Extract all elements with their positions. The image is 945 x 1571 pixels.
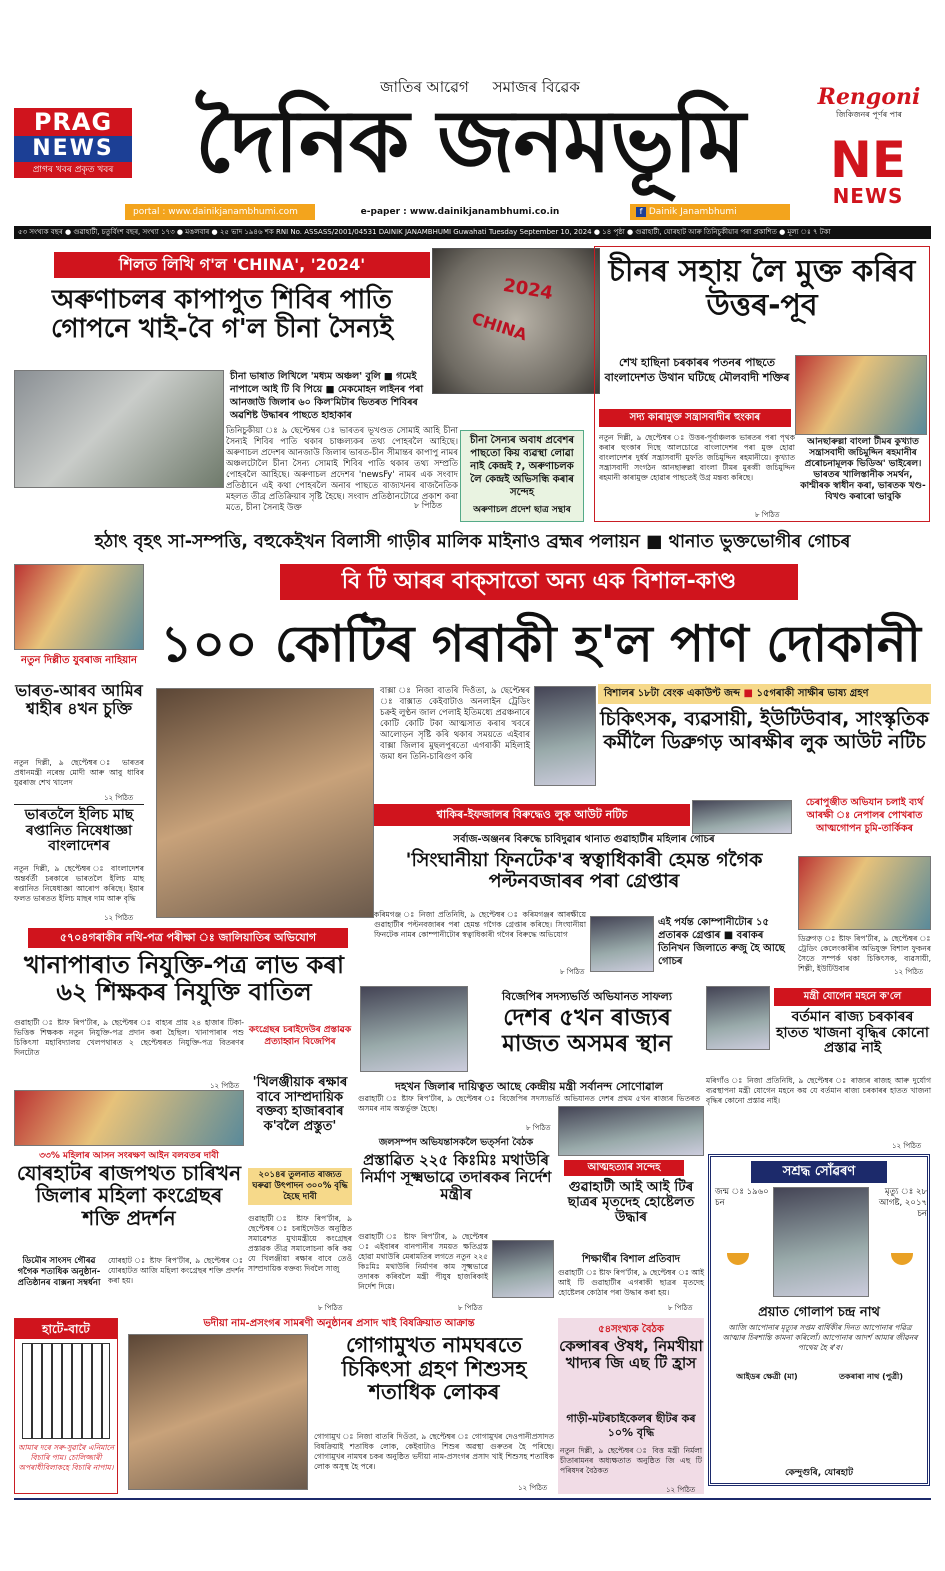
- story-china-kicker: শিলত লিখি গ'ল 'CHINA', '2024': [54, 252, 430, 278]
- bjp-subhead: দহখন জিলাৰ দায়িত্বত আছে কেন্দ্ৰীয় মন্ত্ৰী সৰ্বানন্দ সোণোৱাল: [395, 1080, 663, 1093]
- dateline-bar: ৫৩ সংখ্যক বছৰ ● গুৱাহাটী, চতুৰ্বিংশ বছৰ, সংখ্যা ১৭৩ ● মঙলবাৰ ● ২৫ ভাদ ১৯৪৬ শক RNI No. ASSASS/2001/04531 DAINIK JANAMBHUMI Guwahati Tuesday September 10, 2024 ● ১৪ পৃষ্ঠা ● গুৱাহাটী, যোৰহাট আৰু তিনিচুকীয়াৰ পৰা প্ৰকাশিত ● মূল্য ঃ ৭ টকা: [14, 226, 931, 239]
- modi-pageref: ১২ পিঠিত: [104, 794, 134, 802]
- tribute-died: [875, 1187, 927, 1220]
- hate-bate-text: আমাৰ দৰে সৰু-সুৱাৰৈ এনিমানে বিচাৰি পাম। চোলিজ্জাৰী অপৰাধীবিলাকহে বিচাৰি নাপাম।: [18, 1443, 114, 1472]
- women-left-note: ডিমৌৰ সাংসদ গৌৰৱ গগৈক শতাধিক অনুষ্ঠান-প্ৰতিষ্ঠানৰ বাক্সনা সম্বৰ্ধনা: [17, 1256, 101, 1288]
- prag-logo-top: PRAG: [14, 108, 132, 136]
- fintech-kicker: শ্বাকিৰ-ইফজালৰ বিৰুদ্ধেও লুক আউট নটিচ: [374, 804, 690, 826]
- gst-story: [558, 1318, 704, 1494]
- rock-text-year: 2024: [501, 274, 555, 305]
- minister-photo: [706, 986, 770, 1050]
- tribute-died-label: মৃত্যু ঃ: [884, 1187, 914, 1197]
- women-story: [14, 1088, 244, 1314]
- newspaper-title: দৈনিক জনমভূমি: [195, 91, 745, 192]
- gogamukh-headline: গোগামুখত নামঘৰতে চিকিৎসা গ্ৰহণ শিশুসহ শতাধিক লোকৰ: [341, 1333, 527, 1405]
- story-bd-headline: চীনৰ সহায় লৈ মুক্ত কৰিব উত্তৰ-পূব: [608, 254, 916, 323]
- teachers-body: গুৱাহাটী ঃ ষ্টাফ ৰিপ'ৰ্টাৰ, ৯ ছেপ্টেম্বৰ ঃ বাহ্যৰ প্ৰায় ২৪ হাজাৰ টিকা-ভিত্তিক শিক্ষকক নতুন নিযুক্তি-পত্ৰ প্ৰদান কৰা হৈছিল। খানাপাৰাৰ পশু চিকিৎসা মহাবিদ্যালয় খেলপথাৰত ২ ছেপ্টেম্বৰত নিযুক্তি-পত্ৰ বিতৰণৰ দিনটোত: [14, 1018, 244, 1057]
- minister-body: মৰিগাঁও ঃ নিজা প্ৰতিনিধি, ৯ ছেপ্টেম্বৰ ঃ ৰাজ্যৰ ৰাজহ আৰু দুৰ্যোগ ব্যৱস্থাপনা মন্ত্ৰী যোগেন মহনে কয় যে বৰ্তমান ৰাজ্য চৰকাৰৰ হাতত খাজনা বৃদ্ধিৰ কোনো প্ৰস্তাৱ নাই।: [706, 1076, 931, 1105]
- gst-headline: কেন্সাৰৰ ঔষধ, নিমখীয়া খাদ্যৰ জি এছ টি হ্ৰাস: [559, 1337, 703, 1372]
- teachers-pageref: ১২ পিঠিত: [210, 1082, 240, 1090]
- minister-story: [706, 982, 931, 1152]
- tribute-title: সশ্ৰদ্ধ সোঁৱৰণ: [751, 1161, 887, 1183]
- tribute-wife: আইডৰ ক্ষেত্ৰী (মা): [736, 1372, 798, 1381]
- jalasampad-kicker: জলসম্পদ অভিযন্তাসকলৈ ভৰ্ত্সনা বৈঠক: [378, 1137, 534, 1148]
- sidebox-text: চীনা সৈন্যৰ অবাধ প্ৰবেশৰ পাছতো কিয় ব্যৱস্থা লোৱা নাই কেন্দ্ৰই ?, অৰুণাচলক লৈ কেন্দ্ৰই অভিসন্ধি কৰাৰ সন্দেহ: [469, 435, 575, 498]
- cherrapunji-story: [798, 796, 931, 976]
- modi-body: নতুন দিল্লী, ৯ ছেপ্টেম্বৰ ঃ ভাৰতৰ প্ৰধানমন্ত্ৰী নৰেন্দ্ৰ মোদী আৰু আবু ধাবিৰ যুৱৰাজ শেখ খালেদ: [14, 758, 144, 787]
- bottom-rule: [14, 1498, 931, 1500]
- cherrapunji-kicker: চেৰাপুঞ্জীত অভিযান চলাই ব্যৰ্থ আৰক্ষী ঃ নেপালৰ পোখৰাত আত্মগোপন চুমি-তাৰ্কিকৰ: [805, 797, 924, 834]
- bjp-body: গুৱাহাটী ঃ ষ্টাফ ৰিপ'ৰ্টাৰ, ৯ ছেপ্টেম্বৰ ঃ বিজেপিৰ সদস্যভৰ্তি অভিযানত দেশৰ প্ৰথম ৫খন ৰাজ্যৰ ভিতৰত অসমৰ নাম অন্তৰ্ভুক্ত হৈছে।: [358, 1094, 700, 1113]
- left-col-top: [14, 564, 150, 924]
- sidebox-byline: অৰুণাচল প্ৰদেশ ছাত্ৰ সন্থাৰ: [473, 505, 571, 515]
- tagline-right: সমাজৰ বিৱেক: [492, 78, 580, 96]
- lead-bar-left: বিশালৰ ১৮টা বেংক একাউণ্ট জব্দ: [604, 688, 741, 699]
- story-bd-body: নতুন দিল্লী, ৯ ছেপ্টেম্বৰ ঃ উত্তৰ-পূৰ্বাঞ্চলক ভাৰতৰ পৰা পৃথক কৰাৰ হুংকাৰ দিছে আলচোৱে বাংলাদেশৰ পৰা মুক্ত হোৱা বাংলাদেশৰ দুৰ্ধৰ্ষ সন্ত্ৰাসবাদী মুফতি জচিমুদ্দিন ৰহমানীয়ে। কুখ্যাত সন্ত্ৰাসবাদী সংগঠন আনছাৰুল্লা বাংলা টীমৰ মুৰব্বী জচিমুদ্দিন ৰহমানী কাৰামুক্ত হোৱাৰ পাছতেই উগ্ৰ মন্তব্য কৰিছে।: [599, 433, 795, 482]
- bjp-kicker: বিজেপিৰ সদস্যভৰ্তি অভিযানত সাফল্য: [501, 990, 673, 1003]
- tribute-born-label: জন্ম ঃ: [715, 1187, 744, 1197]
- iit-kicker: আত্মহত্যাৰ সন্দেহ: [564, 1160, 684, 1176]
- tribute-died-value: ২৮ আগষ্ট, ২০১৭ চন: [878, 1187, 927, 1219]
- fintech-side: এই পৰ্যন্ত কোম্পানীটোৰ ১৫ প্ৰতাৰক গ্ৰেপ্তাৰ ■ বৰাকৰ তিনিখন জিলাতে ৰুজু হৈ আছে গোচৰ: [658, 917, 785, 967]
- teachers-headline: খানাপাৰাত নিযুক্তি-পত্ৰ লাভ কৰা ৬২ শিক্ষকৰ নিযুক্তি বাতিল: [24, 951, 344, 1006]
- minister-headline: বৰ্তমান ৰাজ্য চৰকাৰৰ হাতত খাজনা বৃদ্ধিৰ কোনো প্ৰস্তাৱ নাই: [776, 1009, 929, 1057]
- fintech-photo-pair: [692, 800, 792, 834]
- story-bd-label: সদ্য কাৰামুক্ত সন্ত্ৰাসবাদীৰ হুংকাৰ: [599, 409, 791, 427]
- masthead: [0, 0, 945, 240]
- congress-quote: [248, 1024, 352, 1314]
- tribute-lamp-left-icon: [727, 1253, 749, 1265]
- facebook-name: Dainik Janambhumi: [648, 207, 737, 217]
- hate-bate-title: হাটে-বাটে: [15, 1319, 117, 1339]
- hilsa-headline: ভাৰতলৈ ইলিচ মাছ ৰপ্তানিত নিষেধাজ্ঞা বাংলাদেশৰ: [24, 807, 134, 855]
- tribute-name: প্ৰয়াত গোলাপ চন্দ্ৰ নাথ: [758, 1305, 880, 1320]
- story-bd-right: আনছাৰুল্লা বাংলা টীমৰ কুখ্যাত সন্ত্ৰাসবাদী জচিমুদ্দিন ৰহমানীৰ প্ৰৰোচনামূলক ভিডিঅ' ভাইৰেল। ভাৰতৰ খালিস্তানীক সমৰ্থন, কাশ্মীৰক স্বাধীন কৰা, ভাৰতক খণ্ড-বিখণ্ড কৰাৰো ভাবুকি: [800, 437, 926, 502]
- bjp-photo: [360, 986, 468, 1072]
- women-caption: ৩৩% মহিলাৰ আসন সংৰক্ষণ আইন বলবতৰ দাবী: [39, 1151, 219, 1161]
- tribute-text: আজি আপোনাৰ মৃত্যুৰ সপ্তম বাৰ্ষিকীৰ দিনত আপোনাৰ পৱিত্ৰ আত্মাৰ চিৰশান্তি কামনা কৰিলোঁ। আপোনাৰ আদৰ্শ আমাৰ জীৱনৰ পাথেয় হৈ ৰ'ব।: [722, 1323, 918, 1352]
- iit-headline: গুৱাহাটী আই আই টিৰ ছাত্ৰৰ মৃতদেহ হোষ্টেলত উদ্ধাৰ: [567, 1179, 695, 1226]
- story-china-sidebox: [460, 430, 584, 522]
- cherrapunji-pageref: ১২ পিঠিত: [894, 968, 924, 976]
- iit-story: [558, 1136, 704, 1312]
- facebook-link[interactable]: [630, 204, 790, 220]
- rock-text-china: CHINA: [469, 308, 530, 345]
- rengoni-name: Rengoni: [817, 84, 921, 110]
- epaper-link[interactable]: e-paper : www.dainikjanambhumi.co.in: [360, 207, 560, 217]
- fintech-story: [374, 800, 794, 978]
- congress-kicker: কংগ্ৰেছৰ চৰাইদেউৰ প্ৰস্তাৱক প্ৰত্যাহ্বান বিজেপিৰ: [248, 1025, 352, 1047]
- lead-body: বাক্সা ঃ নিজা বাতৰি দিওঁতা, ৯ ছেপ্টেম্বৰ ঃ বাক্সাত কেইবাটাও অনলাইন ট্ৰেডিং চক্ৰই লুণ্ঠন জাল পেলাই ইতিমধ্যে প্ৰৱঞ্চনাৰে কোটি কোটি টকা আত্মসাত কৰাৰ খবৰে আলোড়ন সৃষ্টি কৰি থকাৰ সময়তে এইবাৰ বাক্সা জিলাৰ মুছলপুৰতো এগৰাকী মহিলাই জমা ধন তিনি-চাৰিগুণ কৰি: [380, 686, 530, 762]
- prag-news-logo[interactable]: [14, 108, 132, 182]
- bjp-headline: দেশৰ ৫খন ৰাজ্যৰ মাজত অসমৰ স্থান: [502, 1005, 672, 1057]
- china-rock-photo: [432, 248, 600, 394]
- tribute-family: তকৰাৰা নাথ (পুত্ৰী): [838, 1372, 903, 1381]
- iit-pageref: ৮ পিঠিত: [668, 1304, 693, 1312]
- hate-bate-box: [14, 1318, 118, 1494]
- hate-bate-cartoon: [22, 1343, 110, 1439]
- fintech-headline: 'সিংঘানীয়া ফিনটেক'ৰ স্বত্বাধিকাৰী হেমন্ত গগৈক পল্টনবজাৰৰ পৰা গ্ৰেপ্তাৰ: [405, 849, 763, 893]
- rengoni-logo[interactable]: [810, 84, 928, 124]
- china-mountain-photo: [14, 370, 224, 488]
- tribute-lamp-right-icon: [891, 1253, 913, 1265]
- congress-headline: 'খিলঞ্জীয়াক ৰক্ষাৰ বাবে সাম্প্ৰদায়িক বক্তব্য হাজাৰবাৰ ক'বলৈ প্ৰস্তুত': [252, 1075, 348, 1134]
- cherrapunji-body: ডিব্ৰুগড় ঃ ষ্টাফ ৰিপ'ৰ্টাৰ, ৯ ছেপ্টেম্বৰ ঃ ট্ৰেডিং কেলেংকাৰীৰ অভিযুক্ত বিশাল ফুকনৰ সৈতে সম্পৰ্ক থকা চিকিৎসক, ব্যৱসায়ী, শিল্পী, ইউটিউবাৰ: [798, 934, 931, 973]
- portal-link[interactable]: portal : www.dainikjanambhumi.com: [125, 204, 315, 220]
- prag-slogan: প্ৰাগৰ খবৰ প্ৰকৃত খবৰ: [14, 162, 132, 178]
- cherrapunji-photo: [798, 856, 931, 930]
- lead-subheadline: চিকিৎসক, ব্যৱসায়ী, ইউটিউবাৰ, সাংস্কৃতিক কৰ্মীলৈ ডিব্ৰুগড় আৰক্ষীৰ লুক আউট নটিচ: [600, 708, 929, 753]
- story-bd: [594, 246, 930, 522]
- masthead-links: [125, 204, 825, 220]
- ne-news-text: NEWS: [832, 184, 904, 208]
- lead-kicker: বি টি আৰৰ বাক্‌সাতো অন্য এক বিশাল-কাণ্ড: [280, 564, 798, 600]
- tribute-born-value: ১৯৬০ চন: [715, 1187, 769, 1208]
- congress-bar: ২০১৪ৰ তুলনাত ৰাজ্যত ঘৰুৱা উৎপাদন ৩০০% বৃদ্ধি হৈছে দাবী: [248, 1168, 352, 1205]
- iit-protest-photo: [558, 1106, 704, 1156]
- bjp-pageref: ৮ পিঠিত: [526, 1124, 551, 1132]
- women-rally-photo: [14, 1090, 244, 1146]
- ne-logo-text: NE: [829, 131, 906, 189]
- modi-headline: ভাৰত-আৰব আমিৰ শ্বাহীৰ ৪খন চুক্তি: [15, 681, 143, 718]
- story-china-body: তিনিচুকীয়া ঃ ৯ ছেপ্টেম্বৰ ঃ ভাৰতৰ ভূখণ্ডত সোমাই আহি চীনা সৈন্যই শিবিৰ পাতি থকাৰ চাঞ্চল্যকৰ তথ্য পোহৰলৈ আহিছে। অৰুণাচল প্ৰদেশৰ আনজাউ জিলাৰ ভাৰত-চীন সীমান্তৰ কাপাপু নামৰ অঞ্চলটোলৈ চীনা সৈন্য সোমাই শিবিৰ পাতি থকাৰ তথ্য সম্প্ৰতি পোহৰলৈ আহিছে। অৰুণাচল প্ৰদেশৰ 'newsFy' নামৰ এক সংবাদ প্ৰতিষ্ঠানে এই কথা পোহৰলৈ অনাৰ পাছতে ৰাজ্যখনৰ ৰাজনৈতিক মহলত তীব্ৰ প্ৰতিক্ৰিয়াৰ সৃষ্টি হৈছে। সংবাদ প্ৰতিষ্ঠানটোৱে প্ৰকাশ কৰা মতে, চীনা সৈন্যই উক্ত: [226, 426, 458, 513]
- lead-woman-photo: [156, 688, 374, 918]
- hilsa-pageref: ১২ পিঠিত: [104, 914, 134, 922]
- ne-news-logo[interactable]: [818, 131, 918, 208]
- facebook-icon: f: [636, 207, 646, 217]
- lead-man-photo: [534, 686, 596, 786]
- teachers-bar: ৫৭০৪গৰাকীৰ নথি-পত্ৰ পৰীক্ষা ঃ জালিয়াতিৰ অভিযোগ: [28, 928, 348, 948]
- gst-body: নতুন দিল্লী, ৯ ছেপ্টেম্বৰ ঃ বিত্ত মন্ত্ৰী নিৰ্মলা চীতাৰামনৰ অধ্যক্ষতাত অনুষ্ঠিত জি এছ টি পৰিষদৰ বৈঠকত: [560, 1446, 702, 1475]
- modi-divider: [14, 804, 144, 805]
- gst-subhead: গাড়ী-মটৰচাইকেলৰ ছীটৰ কৰ ১০% বৃদ্ধি: [566, 1412, 696, 1439]
- modi-kicker: নতুন দিল্লীত যুবৰাজ নাহিয়ান: [20, 655, 138, 666]
- women-headline: যোৰহাটৰ ৰাজপথত চাৰিখন জিলাৰ মহিলা কংগ্ৰেছৰ শক্তি প্ৰদৰ্শন: [16, 1161, 242, 1230]
- hilsa-body: নতুন দিল্লী, ৯ ছেপ্টেম্বৰ ঃ বাংলাদেশৰ অন্তৰ্বৰ্তী চৰকাৰে ভাৰতলৈ ইলিচ মাছ ৰপ্তানিত নিষেধাজ্ঞা আৰোপ কৰিছে। ইয়াৰ ফলত ভাৰতত ইলিচ মাছৰ দাম আৰু বৃদ্ধি: [14, 864, 144, 903]
- gogamukh-story: [124, 1316, 554, 1494]
- minister-kicker: মন্ত্ৰী যোগেন মহনে ক'লে: [774, 988, 931, 1006]
- story-china-pageref: ৮ পিঠিত: [414, 501, 443, 510]
- gst-pageref: ১২ পিঠিত: [666, 1486, 696, 1494]
- gogamukh-kicker: ভদীয়া নাম-প্ৰসংগৰ সামৰণী অনুষ্ঠানৰ প্ৰসাদ খাই বিষক্ৰিয়াত আক্ৰান্ত: [203, 1318, 475, 1329]
- gogamukh-pageref: ১২ পিঠিত: [518, 1484, 548, 1492]
- gogamukh-body: গোগামুখ ঃ নিজা বাতৰি দিওঁতা, ৯ ছেপ্টেম্বৰ ঃ গোগামুখৰ দেওপানীপ্ৰসাদত বিষক্ৰিয়াই শতাধিক লোক, কেইবাটাও শিশুৰ অৱস্থা গুৰুতৰ হৈ পৰিছে। গোগামুখৰ নামঘৰ চকৰ অনুষ্ঠিত ভদীয়া নাম-প্ৰসংগৰ প্ৰসাদ খাই শিশুসহ শতাধিক লোক অসুস্থ হৈ পৰে।: [314, 1432, 554, 1471]
- jalasampad-body: গুৱাহাটী ঃ ষ্টাফ ৰিপ'ৰ্টাৰ, ৯ ছেপ্টেম্বৰ ঃ এইবাৰৰ বানপানীৰ সময়ত ক্ষতিগ্ৰস্ত হোৱা মথাউৰি মেৰামতিৰ লগতে নতুন ২২৫ কিঃমিঃ মথাউৰি নিৰ্মাণৰ কাম সূক্ষ্মভাৱে তদাৰক কৰিবলৈ মন্ত্ৰী পীযুষ হাজৰিকাই নিৰ্দেশ দিয়ে।: [358, 1232, 488, 1291]
- tagline-left: জাতিৰ আৱেগ: [380, 78, 469, 96]
- story-china-highlight: চীনা ভাষাত লিখিলে 'মধ্যম অঞ্চল' বুলি ■ গমেই নাপালে আই টি বি পিয়ে ■ মেকমোহন লাইনৰ পৰা আনজাউ জিলাৰ ৬০ কিল'মিটাৰ ভিতৰত শিবিৰৰ অৱশিষ্ট উদ্ধাৰৰ পাছতে হাহাকাৰ: [230, 371, 424, 421]
- tribute-portrait: [773, 1187, 869, 1297]
- iit-body: গুৱাহাটী ঃ ষ্টাফ ৰিপ'ৰ্টাৰ, ৯ ছেপ্টেম্বৰ ঃ আই আই টি গুৱাহাটীৰ এগৰাকী ছাত্ৰৰ মৃতদেহ হোষ্টেলৰ কোঠাৰ পৰা উদ্ধাৰ কৰা হয়।: [558, 1268, 704, 1297]
- fintech-man-photo: [590, 916, 654, 972]
- gst-kicker: ৫৪সংখ্যক বৈঠক: [598, 1324, 664, 1335]
- story-bd-pageref: ৮ পিঠিত: [755, 511, 780, 519]
- bd-photo: [795, 355, 927, 435]
- fintech-body: কৰিমগঞ্জ ঃ নিজা প্ৰতিনিধি, ৯ ছেপ্টেম্বৰ ঃ কৰিমগঞ্জৰ আৰক্ষীয়ে গুৱাহাটীৰ পল্টনবজাৰৰ পৰা হেমন্ত গগৈক গ্ৰেপ্তাৰ কৰিছে। সিংঘানীয়া ফিনটেক নামৰ কোম্পানীটোৰ স্বত্বাধিকাৰী গগৈৰ বিৰুদ্ধে অভিযোগ: [374, 910, 586, 939]
- women-body: যোৰহাট ঃ ষ্টাফ ৰিপ'ৰ্টাৰ, ৯ ছেপ্টেম্বৰ ঃ যোৰহাটত আজি মহিলা কংগ্ৰেছৰ শক্তি প্ৰদৰ্শন কৰা হয়।: [108, 1256, 244, 1285]
- banner-line: হঠাৎ বৃহৎ সা-সম্পত্তি, বহুকেইখন বিলাসী গাড়ীৰ মালিক মাইনাও ব্ৰহ্মৰ পলায়ন ■ থানাত ভুক্তভোগীৰ গোচৰ: [94, 532, 851, 552]
- tribute-born: [715, 1187, 775, 1209]
- congress-body: গুৱাহাটী ঃ ষ্টাফ ৰিপ'ৰ্টাৰ, ৯ ছেপ্টেম্বৰ ঃ চৰাইদেউত অনুষ্ঠিত সমাৱেশত মুখ্যমন্ত্ৰীয়ে কংগ্ৰেছৰ প্ৰস্তাৱক তীব্ৰ সমালোচনা কৰি কয় যে খিলঞ্জীয়া ৰক্ষাৰ বাবে তেওঁ সাম্প্ৰদায়িক বক্তব্য দিবলৈ সাজু: [248, 1214, 352, 1273]
- jalasampad-headline: প্ৰস্তাৱিত ২২৫ কিঃমিঃ মথাউৰি নিৰ্মাণ সূক্ষ্মভাৱে তদাৰকৰ নিৰ্দেশ মন্ত্ৰীৰ: [360, 1151, 552, 1203]
- story-china-headline: অৰুণাচলৰ কাপাপুত শিবিৰ পাতি গোপনে খাই-বৈ গ'ল চীনা সৈন্যই: [50, 285, 394, 345]
- jalasampad-story: [358, 1136, 554, 1312]
- fintech-pageref: ৮ পিঠিত: [560, 968, 585, 976]
- minister-pageref: ১২ পিঠিত: [892, 1142, 922, 1150]
- story-bd-subhead: শেখ হাছিনা চৰকাৰৰ পতনৰ পাছতে বাংলাদেশত উথান ঘটিছে মৌলবাদী শক্তিৰ: [604, 356, 790, 384]
- jalasampad-pageref: ৮ পিঠিত: [458, 1304, 483, 1312]
- lead-bar: [598, 684, 931, 704]
- lead-headline: ১০০ কোটিৰ গৰাকী হ'ল পাণ দোকানী: [160, 615, 921, 673]
- rengoni-sub: জিকিজনৰ পূৰ্ণৰ পাৰ: [836, 110, 902, 119]
- fintech-subhead: সৰ্বাজ-অঞ্জনৰ বিৰুদ্ধে চাবিদুৱাৰ থানাত গুৱাহাটীৰ মহিলাৰ গোচৰ: [453, 834, 715, 845]
- jalasampad-photo: [492, 1240, 554, 1298]
- modi-photo: [14, 564, 144, 650]
- gogamukh-photo: [128, 1334, 308, 1490]
- prag-logo-bottom: NEWS: [14, 136, 132, 162]
- lead-bar-right: ১৫গৰাকী সাক্ষীৰ ভাষ্য গ্ৰহণ: [756, 688, 869, 699]
- tribute-address: কেন্দুগুৰি, যোৰহাট: [784, 1468, 854, 1478]
- tribute-box: [708, 1154, 930, 1486]
- congress-pageref: ৮ পিঠিত: [318, 1304, 343, 1312]
- lead-bar-divider: ■: [743, 688, 757, 699]
- story-china: [14, 246, 586, 522]
- iit-subhead: শিক্ষাৰ্থীৰ বিশাল প্ৰতিবাদ: [582, 1254, 680, 1265]
